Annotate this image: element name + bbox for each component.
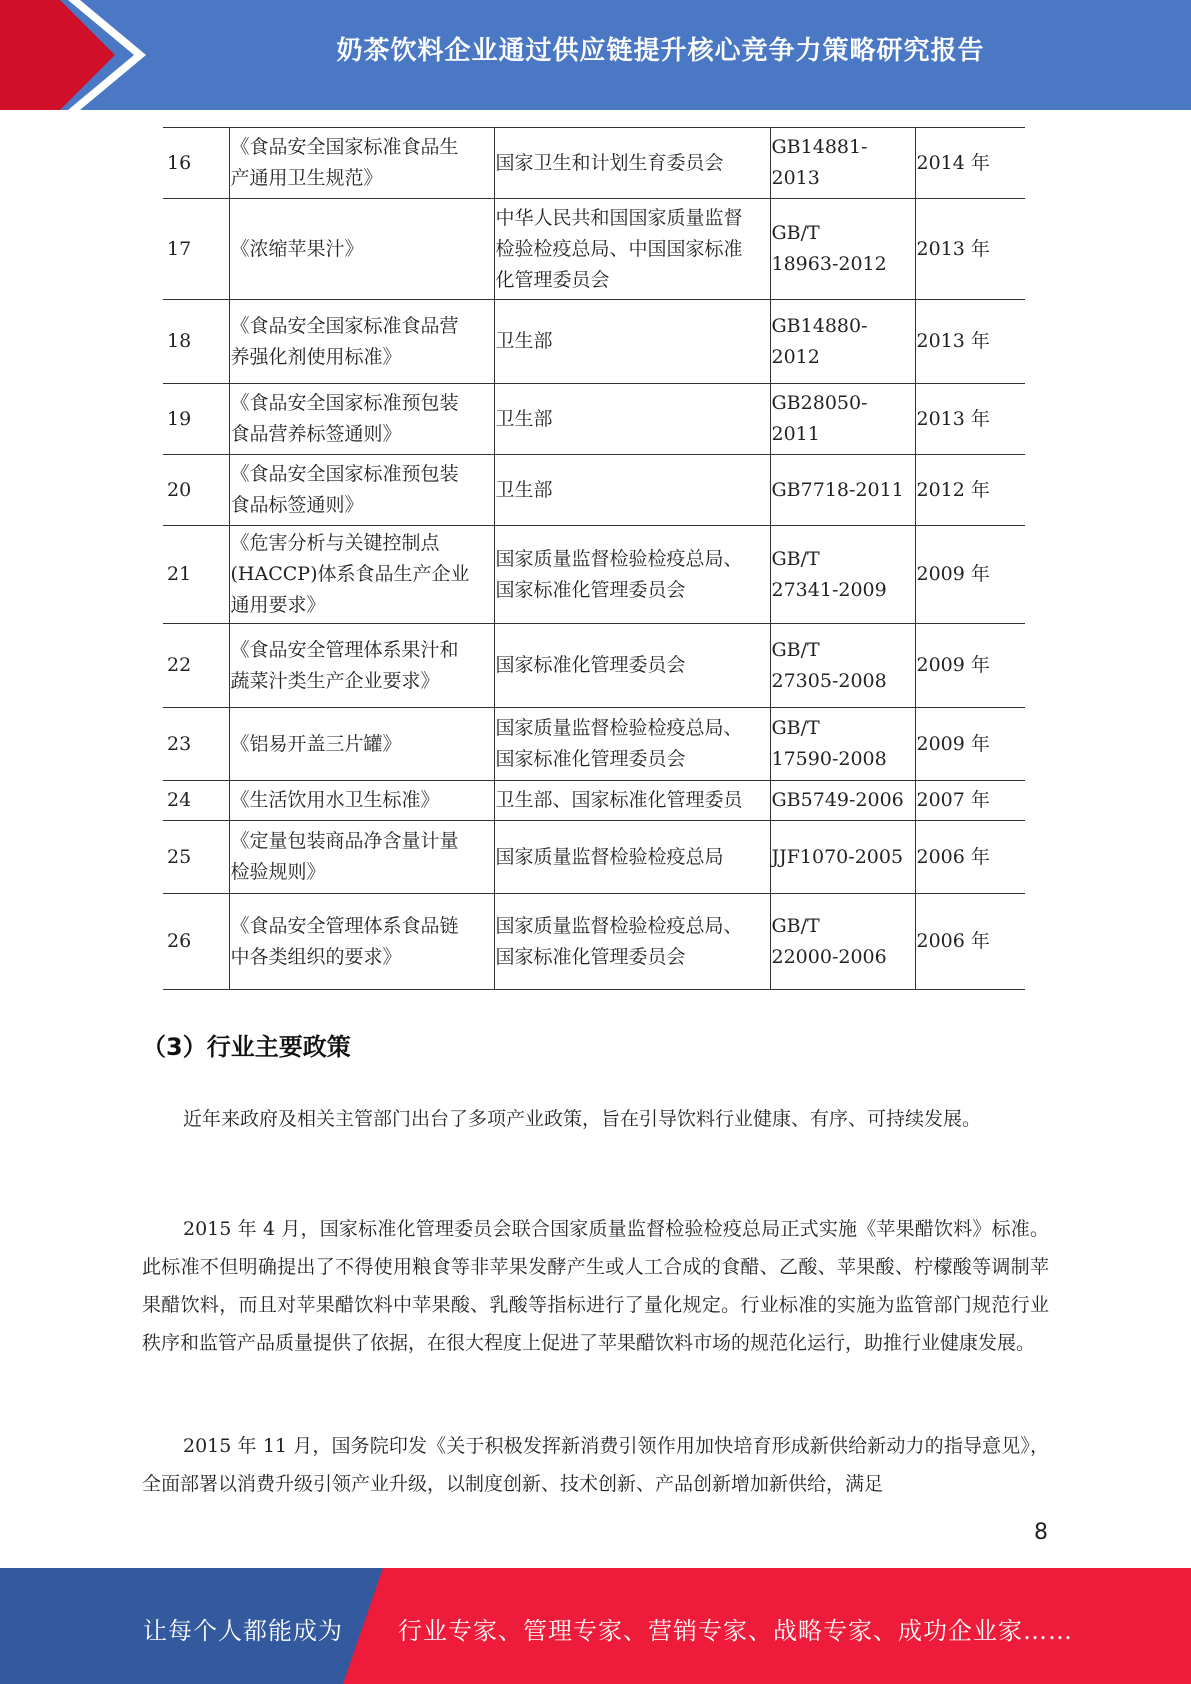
issue-year-cell	[915, 526, 1025, 624]
standard-code-line: GB/T	[771, 547, 820, 570]
standard-code-line: GB/T	[771, 638, 820, 661]
standard-name-line: 《铝易开盖三片罐》	[230, 732, 402, 755]
issue-year: 2006 年	[916, 845, 990, 868]
standard-name-line: 食品营养标签通则》	[230, 423, 402, 445]
standard-code-cell	[770, 455, 915, 526]
row-number-cell	[163, 199, 229, 300]
standard-code-line: JJF1070-2005	[771, 845, 904, 868]
issuing-body-cell	[494, 526, 770, 624]
table-row	[163, 781, 1025, 821]
standard-name-line: 中各类组织的要求》	[230, 945, 402, 968]
standard-code-line: 27305-2008	[771, 669, 887, 692]
standard-name-cell	[229, 128, 494, 199]
standard-name-cell	[229, 821, 494, 894]
issue-year: 2007 年	[916, 789, 990, 811]
issuing-body-cell	[494, 384, 770, 455]
issuing-body-line: 国家质量监督检验检疫总局	[495, 845, 724, 868]
issue-year-cell	[915, 708, 1025, 781]
issue-year-cell	[915, 384, 1025, 455]
issue-year: 2009 年	[916, 563, 990, 585]
standard-name-line: 《危害分析与关键控制点	[230, 532, 440, 554]
issuing-body-line: 国家标准化管理委员会	[495, 748, 686, 770]
issuing-body-cell	[494, 128, 770, 199]
standard-code-line: GB7718-2011	[771, 478, 904, 501]
report-title: 奶茶饮料企业通过供应链提升核心竞争力策略研究报告	[336, 36, 985, 66]
issuing-body-cell	[494, 455, 770, 526]
standard-code-cell	[770, 526, 915, 624]
standard-code-line: 27341-2009	[771, 578, 887, 601]
standard-name-line: 食品标签通则》	[230, 494, 364, 516]
standard-name-cell	[229, 526, 494, 624]
row-number: 21	[167, 563, 192, 585]
issue-year: 2012 年	[916, 478, 990, 501]
row-number: 23	[167, 732, 192, 755]
table-row	[163, 821, 1025, 894]
row-number-cell	[163, 526, 229, 624]
page-footer	[0, 1568, 1191, 1684]
issue-year: 2013 年	[916, 330, 990, 352]
standard-name-line: 《食品安全国家标准预包装	[230, 463, 459, 485]
standard-name-line: 《食品安全管理体系果汁和	[230, 638, 459, 661]
row-number: 19	[167, 407, 192, 430]
standard-name-cell	[229, 781, 494, 821]
standard-code-line: 22000-2006	[771, 945, 887, 968]
issuing-body-cell	[494, 708, 770, 781]
issuing-body-line: 化管理委员会	[495, 268, 610, 291]
standard-code-line: GB5749-2006	[771, 789, 904, 811]
table-row	[163, 624, 1025, 708]
issue-year: 2009 年	[916, 654, 990, 676]
issue-year-cell	[915, 199, 1025, 300]
standard-name-line: 检验规则》	[230, 861, 326, 883]
issuing-body-line: 卫生部	[495, 330, 553, 352]
standard-code-cell	[770, 128, 915, 199]
standard-code-line: 17590-2008	[771, 748, 887, 770]
standard-name-line: 《食品安全国家标准食品营	[230, 314, 459, 337]
footer-slogan-left: 让每个人都能成为	[143, 1617, 343, 1645]
paragraph-1: 近年来政府及相关主管部门出台了多项产业政策，旨在引导饮料行业健康、有序、可持续发展。	[183, 1108, 982, 1130]
standard-name-line: 《食品安全国家标准预包装	[230, 392, 459, 414]
standard-name-cell	[229, 624, 494, 708]
row-number-cell	[163, 821, 229, 894]
issue-year-cell	[915, 821, 1025, 894]
standard-code-line: 18963-2012	[771, 253, 887, 275]
table-row	[163, 199, 1025, 300]
standard-name-line: 《浓缩苹果汁》	[230, 237, 364, 260]
issuing-body-line: 国家质量监督检验检疫总局、	[495, 547, 743, 570]
issuing-body-line: 国家标准化管理委员会	[495, 578, 686, 601]
table-row	[163, 526, 1025, 624]
issuing-body-cell	[494, 624, 770, 708]
issuing-body-line: 国家卫生和计划生育委员会	[495, 151, 724, 174]
standard-code-line: GB14881-2013	[771, 136, 868, 189]
standard-name-cell	[229, 384, 494, 455]
issuing-body-line: 中华人民共和国国家质量监督	[495, 206, 743, 229]
standard-code-cell	[770, 199, 915, 300]
standard-name-line: 《食品安全管理体系食品链	[230, 914, 459, 937]
issuing-body-line: 检验检疫总局、中国国家标准	[495, 237, 743, 260]
standard-code-line: GB/T	[771, 222, 820, 244]
issue-year-cell	[915, 300, 1025, 384]
standard-code-line: GB/T	[771, 717, 820, 739]
standard-code-cell	[770, 300, 915, 384]
page-number: 8	[1034, 1520, 1048, 1545]
paragraph-2: 2015 年 4 月，国家标准化管理委员会联合国家质量监督检验检疫总局正式实施《苹果醋饮料》标准。此标准不但明确提出了不得使用粮食等非苹果发酵产生或人工合成的食醋、乙酸、苹果酸、柠檬酸等调制苹果醋饮料，而且对苹果醋饮料中苹果酸、乳酸等指标进行了量化规定。行业标准的实施为监管部门规范行业秩序和监管产品质量提供了依据，在很大程度上促进了苹果醋饮料市场的规范化运行，助推行业健康发展。	[142, 1218, 1049, 1354]
issuing-body-line: 国家质量监督检验检疫总局、	[495, 914, 743, 937]
standard-code-line: GB28050-2011	[771, 392, 868, 445]
standard-name-line: 养强化剂使用标准》	[230, 345, 402, 368]
issuing-body-cell	[494, 821, 770, 894]
row-number-cell	[163, 894, 229, 990]
row-number-cell	[163, 384, 229, 455]
row-number-cell	[163, 781, 229, 821]
issue-year-cell	[915, 894, 1025, 990]
standard-name-line: 《定量包装商品净含量计量	[230, 830, 459, 852]
issue-year: 2006 年	[916, 930, 990, 952]
row-number: 16	[167, 151, 192, 174]
standard-name-cell	[229, 300, 494, 384]
issue-year-cell	[915, 781, 1025, 821]
standard-name-line: 产通用卫生规范》	[230, 167, 383, 189]
issuing-body-cell	[494, 894, 770, 990]
standard-code-cell	[770, 384, 915, 455]
issue-year: 2013 年	[916, 407, 990, 430]
issue-year-cell	[915, 128, 1025, 199]
standard-code-cell	[770, 624, 915, 708]
table-row	[163, 455, 1025, 526]
standard-name-cell	[229, 199, 494, 300]
standard-code-cell	[770, 821, 915, 894]
row-number-cell	[163, 624, 229, 708]
issue-year-cell	[915, 624, 1025, 708]
header-arrow-decoration	[0, 0, 160, 110]
issuing-body-cell	[494, 781, 770, 821]
table-row	[163, 300, 1025, 384]
standard-name-line: 《食品安全国家标准食品生	[230, 136, 459, 158]
issue-year: 2013 年	[916, 237, 990, 260]
table-row	[163, 384, 1025, 455]
page-header	[0, 0, 1191, 110]
standard-code-line: GB/T	[771, 914, 820, 937]
standard-name-cell	[229, 894, 494, 990]
issuing-body-line: 卫生部	[495, 407, 553, 430]
standard-code-cell	[770, 781, 915, 821]
footer-slogan-right: 行业专家、管理专家、营销专家、战略专家、成功企业家……	[398, 1617, 1073, 1645]
row-number-cell	[163, 455, 229, 526]
standard-name-line: (HACCP)体系食品生产企业	[230, 563, 470, 585]
issuing-body-cell	[494, 300, 770, 384]
standards-table	[163, 127, 1025, 990]
row-number-cell	[163, 300, 229, 384]
row-number: 20	[167, 478, 192, 501]
standard-name-line: 通用要求》	[230, 594, 326, 616]
standard-code-cell	[770, 894, 915, 990]
issuing-body-line: 国家质量监督检验检疫总局、	[495, 717, 743, 739]
row-number-cell	[163, 128, 229, 199]
issue-year-cell	[915, 455, 1025, 526]
section-heading: （3）行业主要政策	[142, 1033, 351, 1061]
issuing-body-line: 国家标准化管理委员会	[495, 654, 686, 676]
standard-name-line: 《生活饮用水卫生标准》	[230, 789, 440, 811]
issue-year: 2014 年	[916, 151, 990, 174]
issuing-body-cell	[494, 199, 770, 300]
table-row	[163, 708, 1025, 781]
row-number: 25	[167, 845, 192, 868]
issuing-body-line: 卫生部、国家标准化管理委员	[495, 789, 743, 811]
row-number: 18	[167, 330, 192, 352]
row-number: 26	[167, 930, 192, 952]
table-row	[163, 128, 1025, 199]
row-number: 24	[167, 789, 192, 811]
standard-code-line: GB14880-2012	[771, 314, 868, 368]
standard-name-cell	[229, 455, 494, 526]
row-number: 17	[167, 237, 192, 260]
row-number-cell	[163, 708, 229, 781]
paragraph-3: 2015 年 11 月，国务院印发《关于积极发挥新消费引领作用加快培育形成新供给新动力的指导意见》，全面部署以消费升级引领产业升级，以制度创新、技术创新、产品创新增加新供给，满足	[142, 1435, 1049, 1495]
row-number: 22	[167, 654, 192, 676]
standard-code-cell	[770, 708, 915, 781]
issuing-body-line: 卫生部	[495, 478, 553, 501]
table-row	[163, 894, 1025, 990]
standard-name-line: 蔬菜汁类生产企业要求》	[230, 669, 440, 692]
standard-name-cell	[229, 708, 494, 781]
issue-year: 2009 年	[916, 732, 990, 755]
issuing-body-line: 国家标准化管理委员会	[495, 945, 686, 968]
